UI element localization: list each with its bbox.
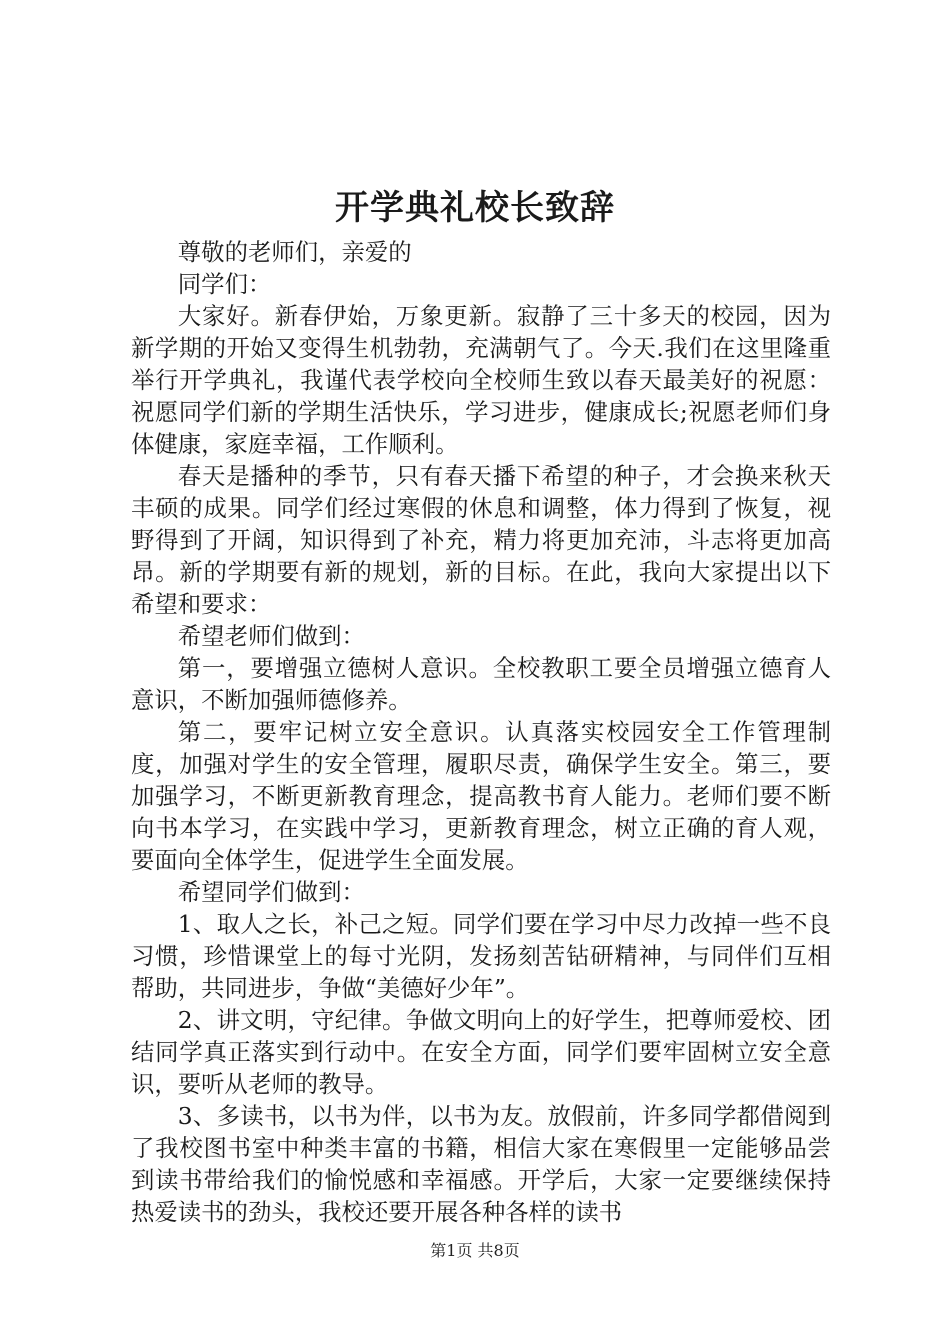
paragraph-spring: 春天是播种的季节，只有春天播下希望的种子，才会换来秋天丰硕的成果。同学们经过寒假的休息和调整，体力得到了恢复，视野得到了开阔，知识得到了补充，精力将更加充沛，斗志将更加高昂。新的学期要有新的规划，新的目标。在此，我向大家提出以下希望和要求： [131, 462, 831, 618]
paragraph-students-heading: 希望同学们做到： [177, 878, 365, 906]
paragraph-teachers-heading: 希望老师们做到： [177, 622, 365, 650]
paragraph-greeting: 尊敬的老师们，亲爱的 [177, 238, 412, 266]
paragraph-opening: 大家好。新春伊始，万象更新。寂静了三十多天的校园，因为新学期的开始又变得生机勃勃，充满朝气了。今天.我们在这里隆重举行开学典礼，我谨代表学校向全校师生致以春天最美好的祝愿：祝愿同学们新的学期生活快乐，学习进步，健康成长;祝愿老师们身体健康，家庭幸福，工作顺利。 [131, 302, 831, 458]
paragraph-teachers-second: 第二，要牢记树立安全意识。认真落实校园安全工作管理制度，加强对学生的安全管理，履职尽责，确保学生安全。第三，要加强学习，不断更新教育理念，提高教书育人能力。老师们要不断向书本学习，在实践中学习，更新教育理念，树立正确的育人观，要面向全体学生，促进学生全面发展。 [131, 718, 831, 874]
paragraph-students-third: 3、多读书，以书为伴，以书为友。放假前，许多同学都借阅到了我校图书室中种类丰富的书籍，相信大家在寒假里一定能够品尝到读书带给我们的愉悦感和幸福感。开学后，大家一定要继续保持热爱读书的劲头，我校还要开展各种各样的读书 [131, 1102, 831, 1226]
paragraph-students-second: 2、讲文明，守纪律。争做文明向上的好学生，把尊师爱校、团结同学真正落实到行动中。在安全方面，同学们要牢固树立安全意识，要听从老师的教导。 [131, 1006, 831, 1098]
document-title: 开学典礼校长致辞 [335, 188, 615, 228]
page-number: 第1页 共8页 [430, 1241, 520, 1260]
document-body [131, 236, 831, 1228]
paragraph-students-first: 1、取人之长，补己之短。同学们要在学习中尽力改掉一些不良习惯，珍惜课堂上的每寸光阴，发扬刻苦钻研精神，与同伴们互相帮助，共同进步，争做“美德好少年”。 [131, 910, 831, 1002]
paragraph-greeting-cont: 同学们： [177, 270, 272, 298]
paragraph-teachers-first: 第一，要增强立德树人意识。全校教职工要全员增强立德育人意识，不断加强师德修养。 [131, 654, 831, 714]
